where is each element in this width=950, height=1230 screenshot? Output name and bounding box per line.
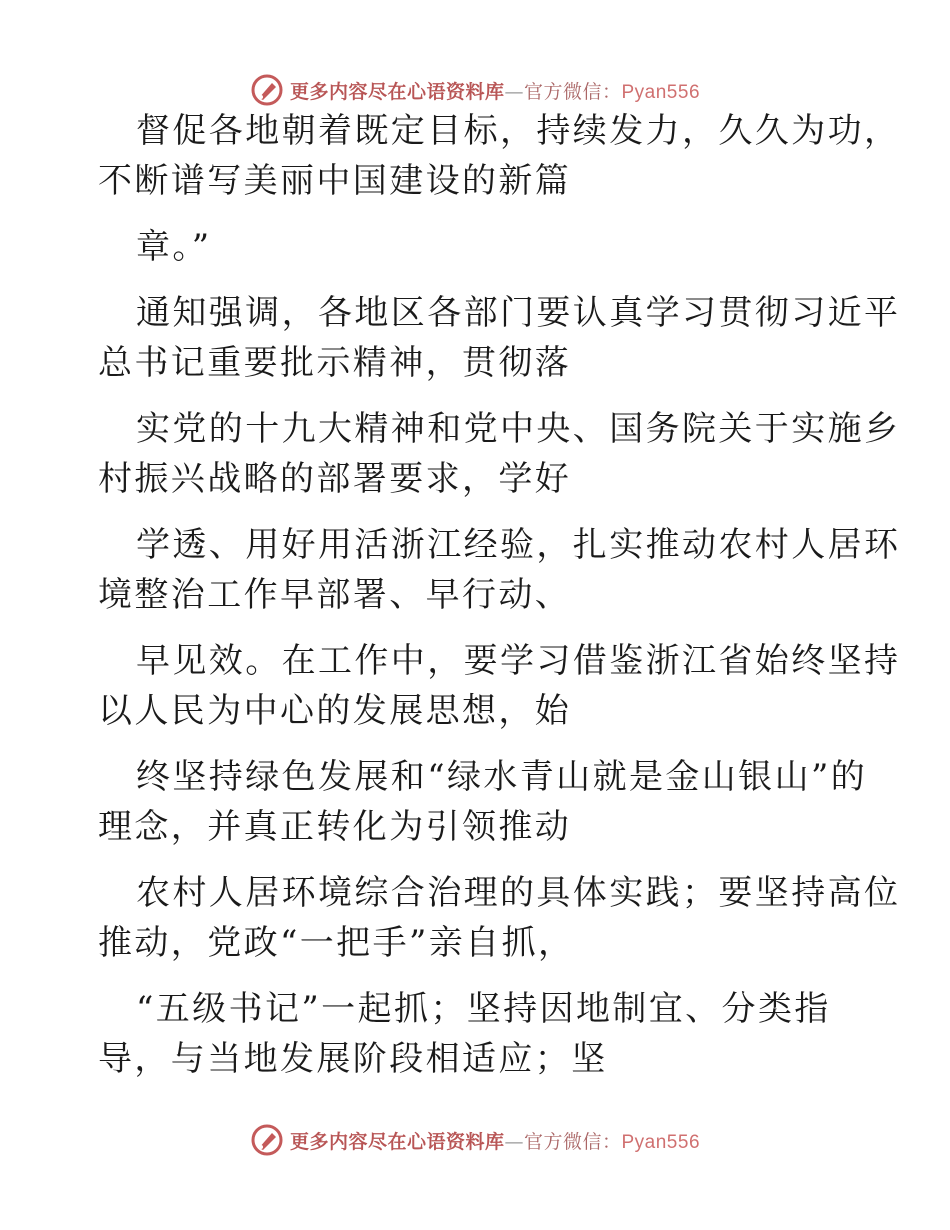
watermark-wechat-id: Pyan556	[621, 81, 701, 103]
watermark-wechat-label: 官方微信：	[523, 1130, 622, 1153]
text-line: 不断谱写美丽中国建设的新篇	[98, 161, 572, 201]
watermark-wechat-id: Pyan556	[621, 1131, 701, 1153]
pen-nib-logo-icon	[250, 73, 284, 107]
watermark-text	[290, 1127, 700, 1154]
watermark-brand: 更多内容尽在心语资料库	[289, 1130, 505, 1153]
watermark-wechat-label: 官方微信：	[523, 80, 622, 103]
text-line: 总书记重要批示精神，贯彻落	[98, 343, 572, 383]
watermark-separator: —	[504, 80, 524, 103]
text-line: 督促各地朝着既定目标，持续发力，久久为功，	[136, 111, 901, 151]
text-line: 通知强调，各地区各部门要认真学习贯彻习近平	[136, 293, 901, 333]
text-line: 实党的十九大精神和党中央、国务院关于实施乡	[136, 409, 901, 449]
text-line: 学透、用好用活浙江经验，扎实推动农村人居环	[136, 525, 901, 565]
watermark-brand: 更多内容尽在心语资料库	[289, 80, 505, 103]
text-line: 推动，党政“一把手”亲自抓，	[98, 923, 575, 963]
pen-nib-logo-icon	[250, 1123, 284, 1157]
footer-watermark	[0, 1120, 950, 1160]
watermark-text	[290, 77, 700, 104]
text-line: 农村人居环境综合治理的具体实践；要坚持高位	[136, 873, 901, 913]
text-line: 章。”	[136, 227, 212, 267]
header-watermark	[0, 70, 950, 110]
text-line: 理念，并真正转化为引领推动	[98, 807, 572, 847]
document-body	[98, 110, 901, 1080]
text-line: 早见效。在工作中，要学习借鉴浙江省始终坚持	[136, 641, 901, 681]
text-line: “五级书记”一起抓；坚持因地制宜、分类指	[136, 989, 831, 1029]
text-line: 以人民为中心的发展思想，始	[98, 691, 572, 731]
text-line: 境整治工作早部署、早行动、	[98, 575, 572, 615]
text-line: 终坚持绿色发展和“绿水青山就是金山银山”的	[136, 757, 868, 797]
text-line: 导，与当地发展阶段相适应；坚	[98, 1039, 608, 1079]
text-line: 村振兴战略的部署要求，学好	[98, 459, 572, 499]
watermark-separator: —	[504, 1130, 524, 1153]
